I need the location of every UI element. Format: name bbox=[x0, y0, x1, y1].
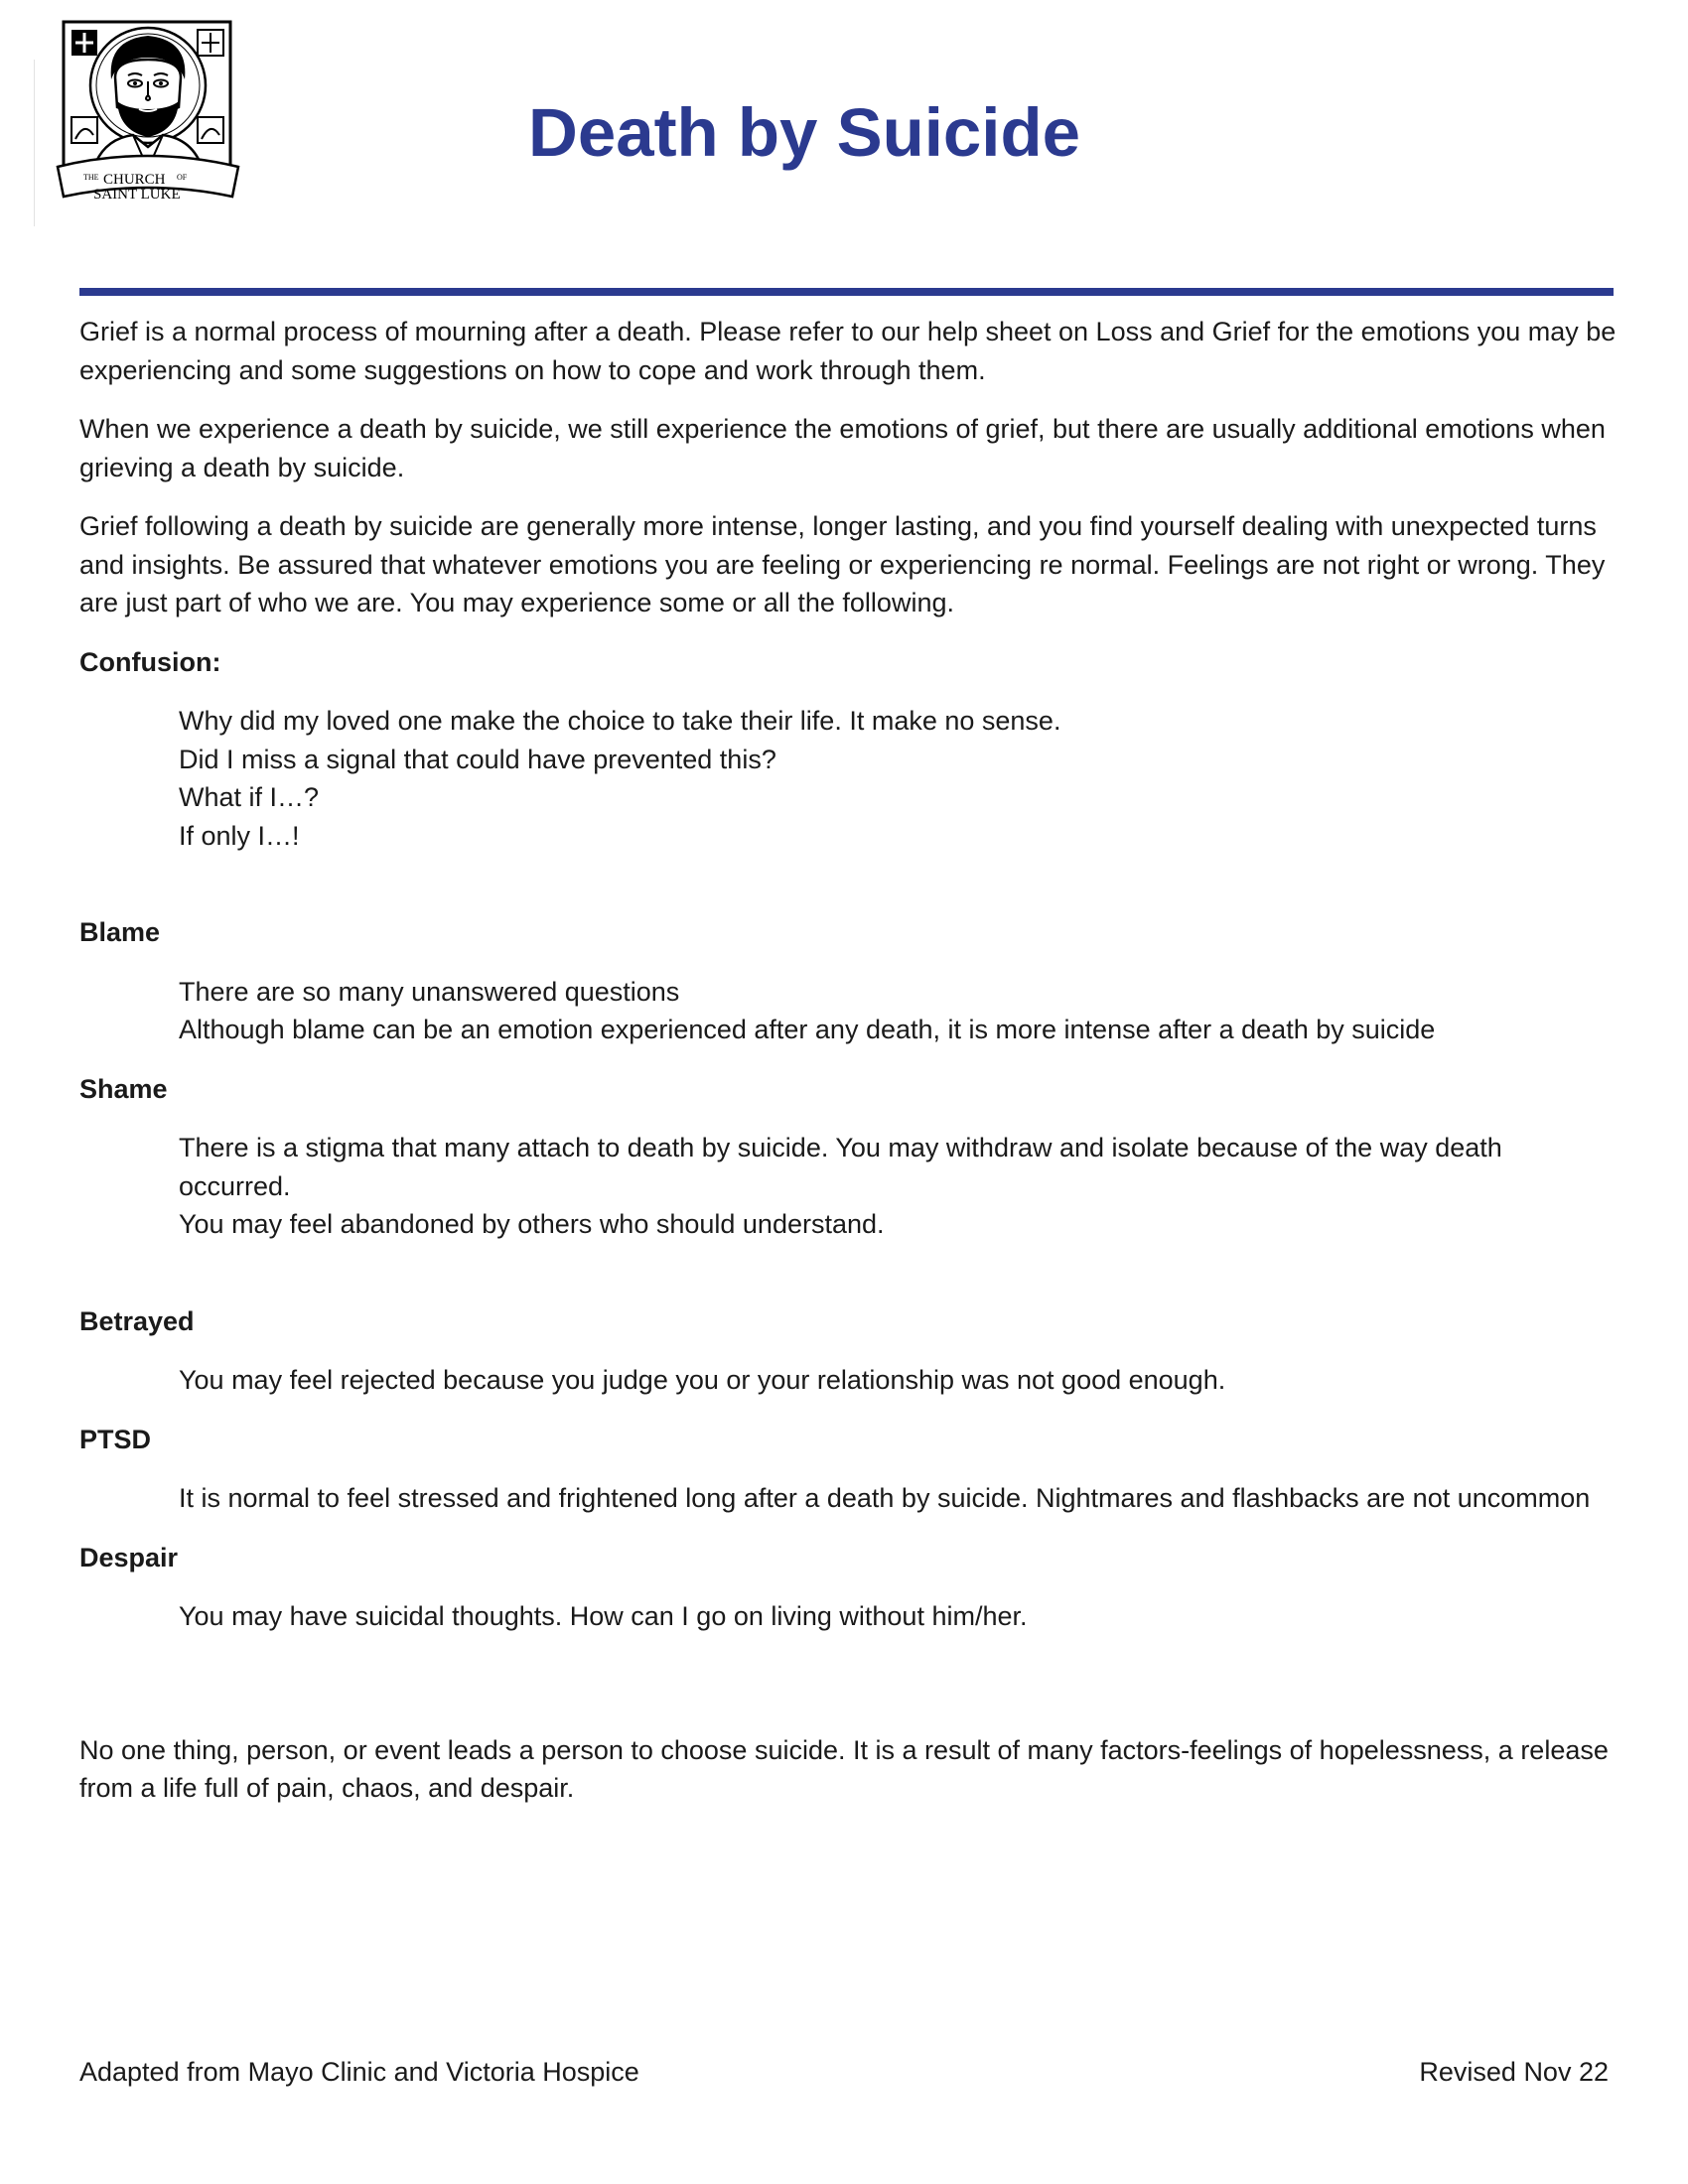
section-heading-ptsd: PTSD bbox=[79, 1424, 152, 1454]
section-confusion-list bbox=[79, 702, 1618, 855]
conclusion-paragraph: No one thing, person, or event leads a person to choose suicide. It is a result of many factors-feelings of hopelessness, a release from a life full of pain, chaos, and despair. bbox=[79, 1734, 1609, 1803]
logo-text-saint-luke: SAINT LUKE bbox=[93, 187, 181, 203]
list-item: Did I miss a signal that could have prevented this? bbox=[179, 744, 776, 774]
church-logo bbox=[54, 18, 242, 214]
intro-paragraph: Grief following a death by suicide are generally more intense, longer lasting, and you find yourself dealing with unexpected turns and insights. Be assured that whatever emotions you are feeling or experiencing re normal. Feelings are not right or wrong. They are just part of who we are. You may experience some or all the following. bbox=[79, 511, 1606, 617]
logo-text-the: THE bbox=[83, 173, 99, 182]
page-title: Death by Suicide bbox=[528, 94, 1080, 171]
list-item: There is a stigma that many attach to death by suicide. You may withdraw and isolate because of the way death occurred. bbox=[179, 1133, 1502, 1201]
list-item: You may feel abandoned by others who should understand. bbox=[179, 1209, 885, 1239]
section-heading-confusion: Confusion: bbox=[79, 646, 221, 677]
list-item: If only I…! bbox=[179, 820, 300, 851]
list-item: You may feel rejected because you judge you or your relationship was not good enough. bbox=[179, 1365, 1226, 1395]
list-item: There are so many unanswered questions bbox=[179, 976, 680, 1007]
intro-paragraph: When we experience a death by suicide, we still experience the emotions of grief, but there are usually additional emotions when grieving a death by suicide. bbox=[79, 414, 1606, 482]
church-logo-artwork bbox=[54, 18, 242, 214]
margin-mark bbox=[34, 60, 35, 226]
logo-text-church: CHURCH bbox=[103, 172, 166, 188]
section-despair-list bbox=[79, 1597, 1618, 1636]
list-item: It is normal to feel stressed and frightened long after a death by suicide. Nightmares and flashbacks are not uncommon bbox=[179, 1483, 1591, 1513]
section-ptsd-list bbox=[79, 1479, 1618, 1518]
section-shame-list bbox=[79, 1129, 1618, 1244]
section-heading-despair: Despair bbox=[79, 1542, 179, 1572]
footer-revision: Revised Nov 22 bbox=[1419, 2057, 1609, 2087]
title-divider bbox=[79, 288, 1614, 296]
list-item: Although blame can be an emotion experienced after any death, it is more intense after a death by suicide bbox=[179, 1015, 1436, 1044]
intro-paragraph: Grief is a normal process of mourning after a death. Please refer to our help sheet on Loss and Grief for the emotions you may be experiencing and some suggestions on how to cope and work through them. bbox=[79, 317, 1617, 385]
list-item: You may have suicidal thoughts. How can I go on living without him/her. bbox=[179, 1601, 1028, 1631]
section-blame-list bbox=[79, 973, 1618, 1049]
document-body bbox=[79, 313, 1618, 1808]
footer-source: Adapted from Mayo Clinic and Victoria Hospice bbox=[79, 2057, 639, 2087]
section-heading-betrayed: Betrayed bbox=[79, 1305, 195, 1336]
list-item: What if I…? bbox=[179, 782, 320, 812]
section-heading-shame: Shame bbox=[79, 1073, 168, 1104]
list-item: Why did my loved one make the choice to take their life. It make no sense. bbox=[179, 706, 1061, 736]
logo-text-of: OF bbox=[177, 173, 188, 182]
section-betrayed-list bbox=[79, 1361, 1618, 1400]
section-heading-blame: Blame bbox=[79, 917, 161, 947]
